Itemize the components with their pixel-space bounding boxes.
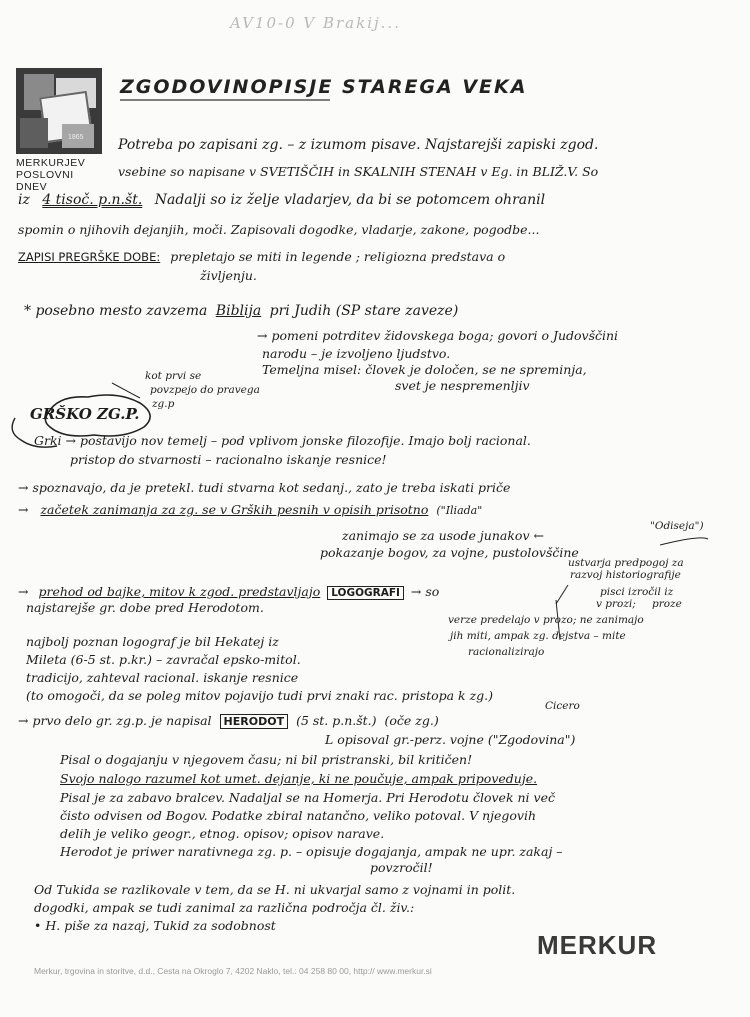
line-18 xyxy=(18,584,439,599)
line-17: pokazanje bogov, za vojne, pustolovščine xyxy=(320,545,579,560)
line-18-text: prehod od bajke, mitov k zgod. predstavljajo xyxy=(38,584,321,599)
line-7-biblija: Biblija xyxy=(215,303,262,319)
line-26: Pisal o dogajanju v njegovem času; ni bil pristranski, bil kritičen! xyxy=(60,752,473,767)
merkur-logo: 1865 xyxy=(16,68,102,154)
line-34: dogodki, ampak se tudi zanimal za različna področja čl. živ.: xyxy=(34,900,415,915)
line-7-a: * posebno mesto zavzema xyxy=(24,303,208,319)
line-8: → pomeni potrditev židovskega boga; govori o Judovščini xyxy=(257,328,619,343)
line-33: Od Tukida se razlikovale v tem, da se H. ni ukvarjal samo z vojnami in polit. xyxy=(34,882,516,897)
herodot-box: HERODOT xyxy=(220,714,289,729)
line-5-label: ZAPISI PREGRŠKE DOBE: xyxy=(18,250,161,264)
line-30: delih je veliko geogr., etnog. opisov; opisov narave. xyxy=(60,826,385,841)
line-2: vsebine so napisane v SVETIŠČIH in SKALNIH STENAH v Eg. in BLIŽ.V. So xyxy=(118,164,599,179)
note-7: proze xyxy=(652,598,682,610)
line-3 xyxy=(18,192,545,208)
note-11: Cicero xyxy=(545,700,580,712)
line-24-c: (5 st. p.n.št.) xyxy=(296,713,377,728)
line-15 xyxy=(18,502,482,517)
line-4: spomin o njihovih dejanjih, moči. Zapisovali dogodke, vladarje, zakone, pogodbe... xyxy=(18,222,540,237)
line-3-date: 4 tisoč. p.n.št. xyxy=(42,192,143,208)
line-18-pisci: pisci izročil iz xyxy=(600,586,674,598)
line-9: narodu – je izvoljeno ljudstvo. xyxy=(262,346,451,361)
arrow-curve xyxy=(660,538,708,545)
line-28: Pisal je za zabavo bralcev. Nadaljal se na Homerja. Pri Herodotu človek ni več xyxy=(60,790,555,805)
line-21: Mileta (6-5 st. p.kr.) – zavračal epsko-mitol. xyxy=(26,652,301,667)
logograf-arrow xyxy=(556,585,568,604)
scan-header-noise: AV10-0 V Brakij... xyxy=(230,14,401,32)
note-4: ustvarja predpogoj za xyxy=(568,557,684,569)
note-5: razvoj historiografije xyxy=(570,569,681,581)
note-8: verze predelajo v prozo; ne zanimajo xyxy=(448,614,644,626)
line-29: čisto odvisen od Bogov. Podatke zbiral natančno, veliko potoval. V njegovih xyxy=(60,808,537,823)
line-16: zanimajo se za usode junakov ← xyxy=(342,528,544,543)
line-3-c: Nadalji so iz želje vladarjev, da bi se potomcem ohranil xyxy=(154,192,546,208)
line-14: → spoznavajo, da je pretekl. tudi stvarna kot sedanj., zato je treba iskati priče xyxy=(18,480,511,495)
note-6: v prozi; xyxy=(596,598,636,610)
note-9: jih miti, ampak zg. dejstva – mite xyxy=(450,630,626,642)
line-27: Svojo nalogo razumel kot umet. dejanje, ki ne poučuje, ampak pripoveduje. xyxy=(60,771,538,786)
logografi-box: LOGOGRAFI xyxy=(327,586,404,600)
footer-address: Merkur, trgovina in storitve, d.d., Cesta na Okroglo 7, 4202 Naklo, tel.: 04 258 80 00, http:// www.merkur.si xyxy=(34,966,432,976)
line-24 xyxy=(18,713,439,728)
logo-line-2: POSLOVNI DNEV xyxy=(16,169,74,193)
line-12: Grki → postavijo nov temelj – pod vplivom jonske filozofije. Imajo bolj racional. xyxy=(34,433,531,448)
merkur-brand: MERKUR xyxy=(537,930,658,960)
note-2: povzpejo do pravega xyxy=(150,384,260,396)
line-18-arrow: → xyxy=(18,584,29,599)
line-31: Herodot je priwer narativnega zg. p. – opisuje dogajanja, ampak ne upr. zakaj – xyxy=(60,844,563,859)
line-19: najstarejše gr. dobe pred Herodotom. xyxy=(26,600,264,615)
line-18-so: → so xyxy=(410,584,440,599)
page-title: ZGODOVINOPISJE STAREGA VEKA xyxy=(120,76,528,98)
note-1: kot prvi se xyxy=(145,370,202,382)
line-10: Temeljna misel: človek je določen, se ne spreminja, xyxy=(262,362,587,377)
line-24-d: (oče zg.) xyxy=(384,713,439,728)
line-32: povzročil! xyxy=(370,860,433,875)
line-15-arrow: → xyxy=(18,502,29,517)
line-20: najbolj poznan logograf je bil Hekatej iz xyxy=(26,634,279,649)
line-15-text: začetek zanimanja za zg. se v Grških pesnih v opisih prisotno xyxy=(40,502,429,517)
line-3-a: iz xyxy=(18,192,30,208)
note-3: zg.p xyxy=(152,398,175,410)
line-15-iliada: ("Iliada" xyxy=(436,504,483,517)
line-5-text: prepletajo se miti in legende ; religiozna predstava o xyxy=(170,249,506,264)
line-24-a: → prvo delo gr. zg.p. je napisal xyxy=(18,713,212,728)
line-1: Potreba po zapisani zg. – z izumom pisave. Najstarejši zapiski zgod. xyxy=(118,137,599,153)
note-10: racionalizirajo xyxy=(468,646,545,658)
line-22: tradicijo, zahteval racional. iskanje resnice xyxy=(26,670,299,685)
line-7-c: pri Judih (SP stare zaveze) xyxy=(269,303,459,319)
line-35: • H. piše za nazaj, Tukid za sodobnost xyxy=(34,918,276,933)
logo-line-1: MERKURJEV xyxy=(16,157,86,169)
line-15-odiseja: "Odiseja") xyxy=(650,520,704,532)
line-5 xyxy=(18,249,505,264)
line-7 xyxy=(24,303,458,319)
line-6: življenju. xyxy=(200,268,257,283)
grsko-heading: GRŠKO ZG.P. xyxy=(30,405,140,423)
line-23: (to omogoči, da se poleg mitov pojavijo tudi prvi znaki rac. pristopa k zg.) xyxy=(26,688,494,703)
line-13: pristop do stvarnosti – racionalno iskanje resnice! xyxy=(70,452,387,467)
line-25: L opisoval gr.-perz. vojne ("Zgodovina") xyxy=(325,732,576,747)
line-11: svet je nespremenljiv xyxy=(395,378,530,393)
